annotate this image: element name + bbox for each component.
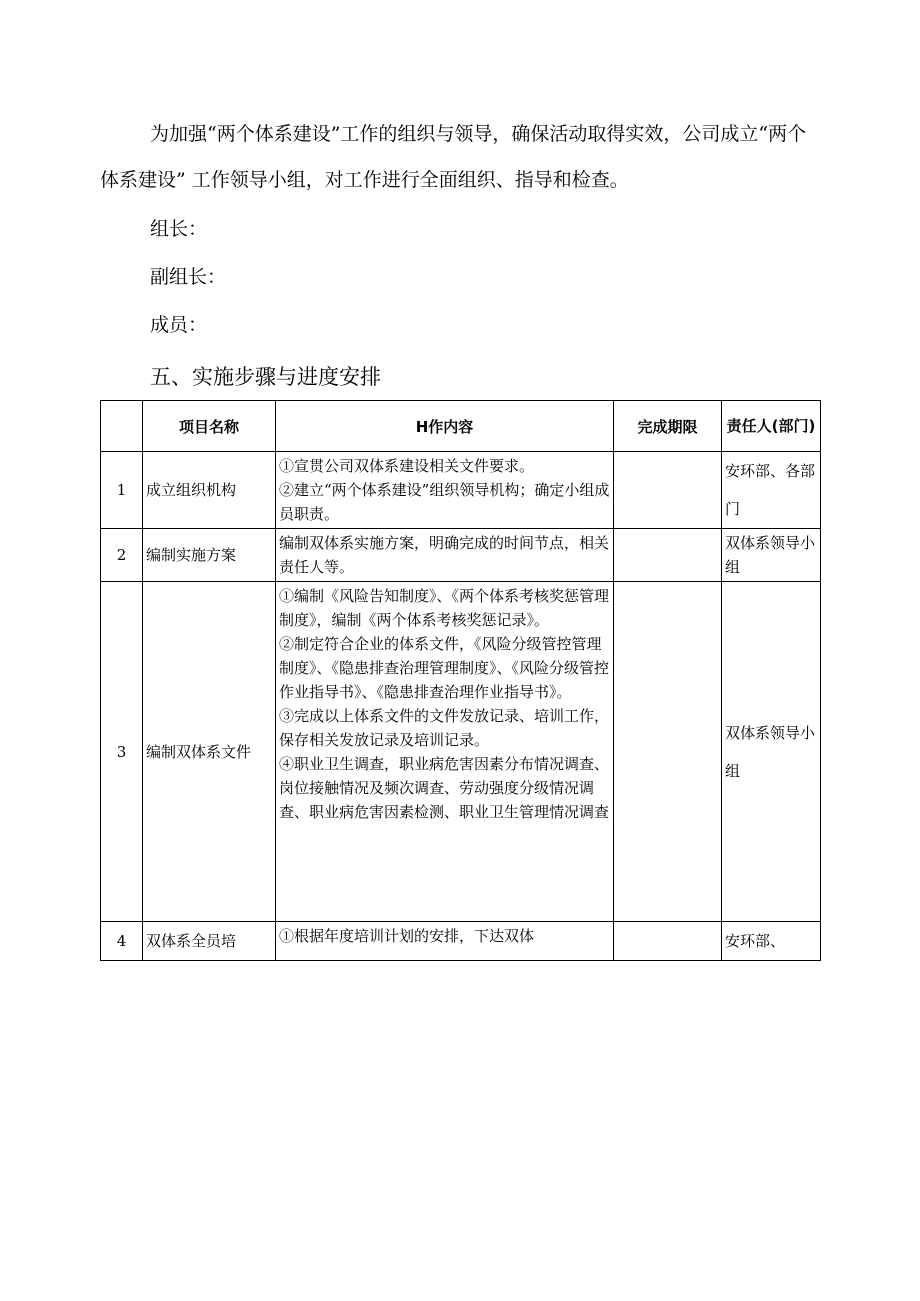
row-owner: 安环部、各部门: [722, 452, 821, 529]
vice-leader-field: 副组长：: [150, 266, 227, 288]
table-row: [101, 922, 821, 961]
row-num: 4: [101, 922, 143, 961]
row-owner: 安环部、: [722, 922, 821, 961]
header-deadline: 完成期限: [614, 401, 722, 452]
content-line: ②建立“两个体系建设”组织领导机构；确定小组成员职责。: [279, 481, 610, 523]
header-owner: 责任人(部门): [722, 401, 821, 452]
table-header-row: [101, 401, 821, 452]
intro-paragraph: 为加强“两个体系建设”工作的组织与领导，确保活动取得实效，公司成立“两个体系建设” 工作领导小组，对工作进行全面组织、指导和检查。: [100, 123, 807, 191]
row-content: [276, 582, 614, 922]
row-content: [276, 922, 614, 961]
content-line: ①宣贯公司双体系建设相关文件要求。: [279, 457, 535, 475]
row-num: 2: [101, 529, 143, 582]
content-line: ②制定符合企业的体系文件，《风险分级管控管理制度》、《隐患排查治理管理制度》、《风险分级管控作业指导书》、《隐患排查治理作业指导书》。: [279, 635, 610, 701]
table-row: [101, 529, 821, 582]
row-name: 编制实施方案: [143, 529, 276, 582]
row-owner: 双体系领导小组: [722, 529, 821, 582]
header-num: [101, 401, 143, 452]
content-line: 编制双体系实施方案，明确完成的时间节点，相关责任人等。: [279, 534, 610, 576]
table-row: [101, 582, 821, 922]
row-name: 编制双体系文件: [143, 582, 276, 922]
table-row: [101, 452, 821, 529]
row-deadline: [614, 452, 722, 529]
row-content: [276, 529, 614, 582]
members-field: 成员：: [150, 314, 208, 336]
leader-field: 组长：: [150, 218, 208, 240]
row-name: 成立组织机构: [143, 452, 276, 529]
row-num: 3: [101, 582, 143, 922]
header-content: H作内容: [276, 401, 614, 452]
schedule-table: [100, 400, 821, 961]
row-name: 双体系全员培: [143, 922, 276, 961]
row-deadline: [614, 922, 722, 961]
content-line: ④职业卫生调查，职业病危害因素分布情况调查、岗位接触情况及频次调查、劳动强度分级情况调查、职业病危害因素检测、职业卫生管理情况调查: [279, 755, 610, 821]
content-line: ③完成以上体系文件的文件发放记录、培训工作，保存相关发放记录及培训记录。: [279, 707, 610, 749]
header-name: 项目名称: [143, 401, 276, 452]
row-owner: 双体系领导小组: [722, 582, 821, 922]
section-title: 五、实施步骤与进度安排: [150, 365, 381, 389]
row-content: [276, 452, 614, 529]
row-deadline: [614, 529, 722, 582]
row-deadline: [614, 582, 722, 922]
content-line: ①根据年度培训计划的安排，下达双体: [279, 927, 535, 945]
content-line: ①编制《风险告知制度》、《两个体系考核奖惩管理制度》，编制《两个体系考核奖惩记录》。: [279, 587, 610, 629]
row-num: 1: [101, 452, 143, 529]
